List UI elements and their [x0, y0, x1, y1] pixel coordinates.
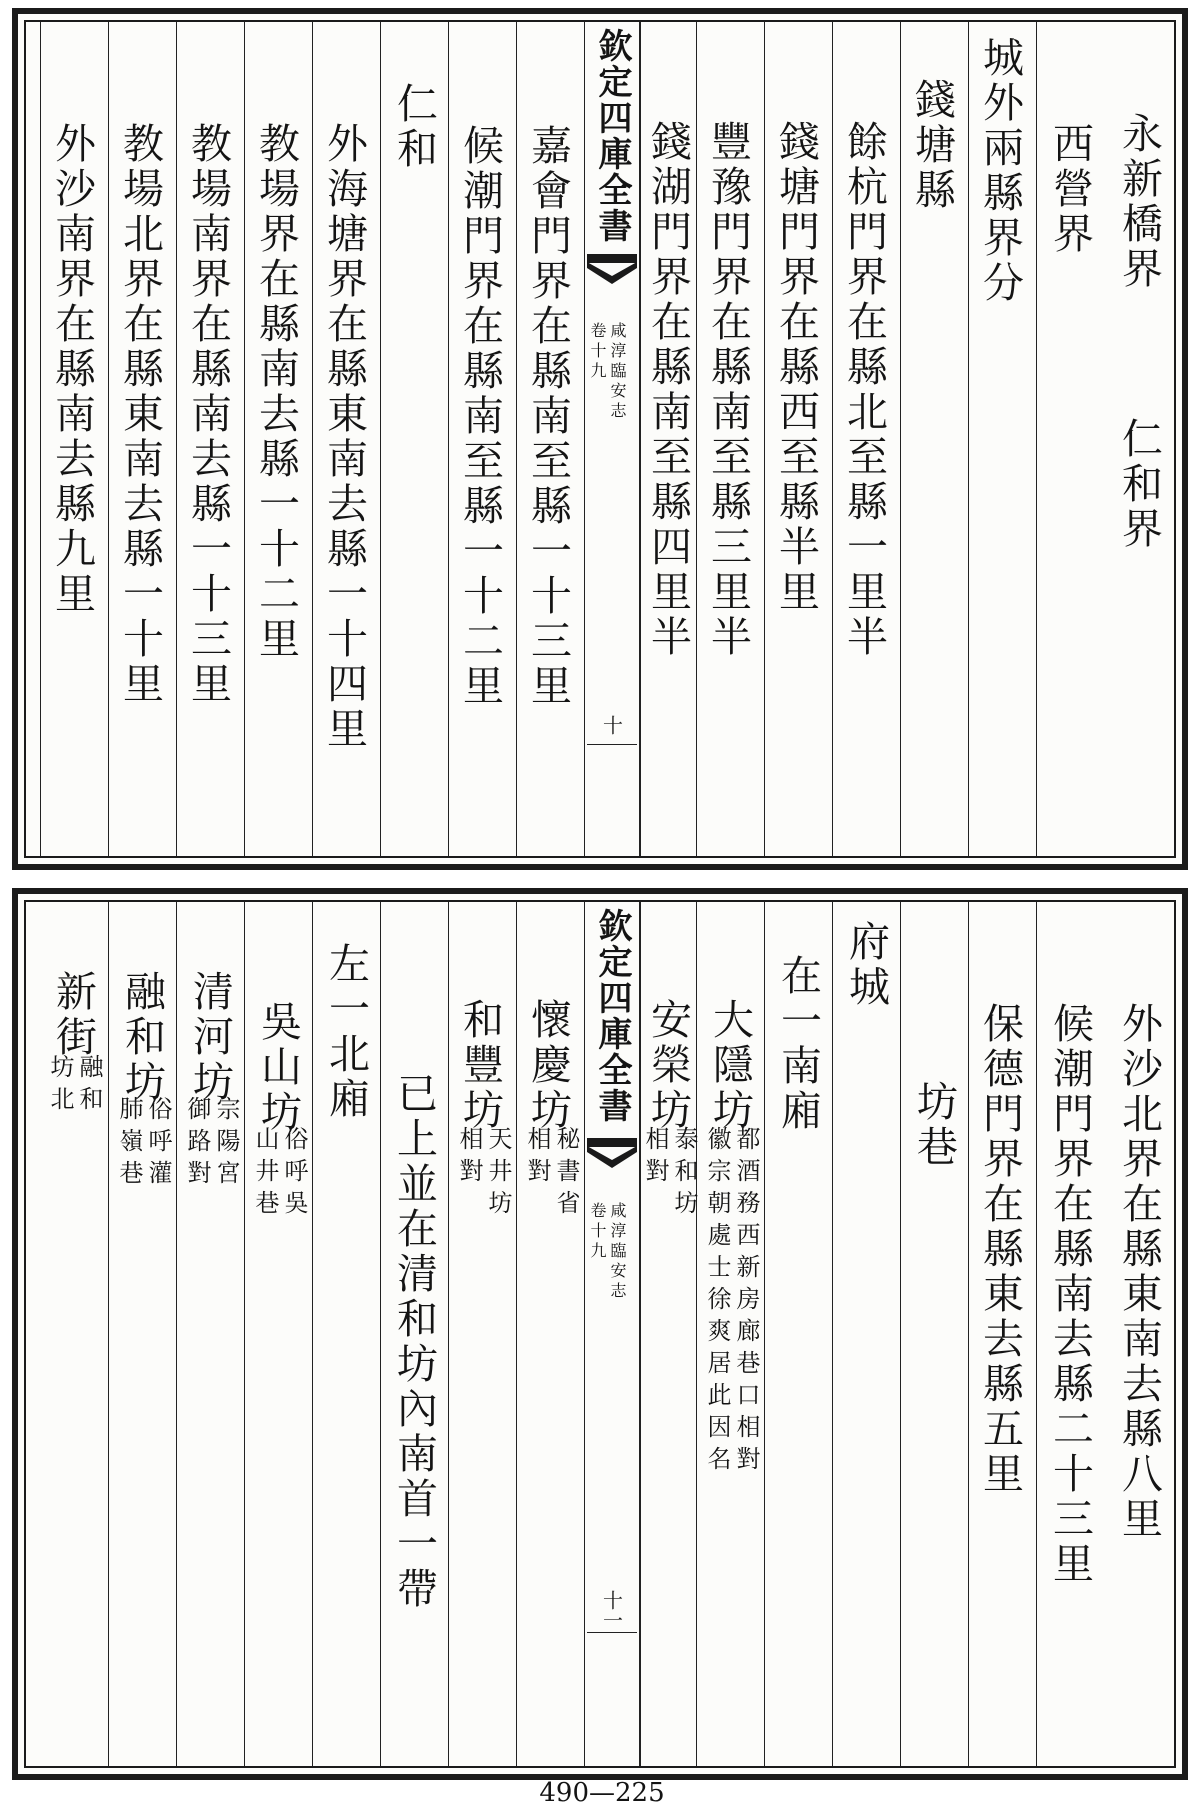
column [380, 902, 448, 1766]
note-line: 融和 [75, 1054, 103, 1118]
column [900, 902, 968, 1766]
note-line: 徽宗朝處士徐爽居此因名 [703, 1126, 731, 1478]
column [40, 22, 108, 856]
column-text: 已上並在清和坊內南首一帶 [390, 1072, 438, 1612]
book-title: 欽定四庫全書 [592, 908, 632, 1124]
column [176, 902, 244, 1766]
column [244, 22, 312, 856]
column [696, 902, 764, 1766]
column-text: 大隱坊 [706, 998, 754, 1133]
note-line: 天井坊 [484, 1126, 512, 1222]
column-text: 清河坊 [186, 970, 234, 1105]
column-text: 外沙南界在縣南去縣九里 [48, 122, 96, 617]
annotation-note [525, 1126, 578, 1222]
annotation-note [253, 1126, 306, 1222]
column-text: 教場北界在縣東南去縣一十里 [116, 122, 164, 707]
note-line: 泰和坊 [670, 1126, 698, 1222]
column [380, 22, 448, 856]
column-text: 在一南廂 [774, 954, 822, 1134]
book-subtitle: 咸淳臨安志 [608, 322, 627, 422]
leaf-number: 十一 [599, 1590, 624, 1630]
note-line: 秘書省 [552, 1126, 580, 1222]
page-number: 490—225 [539, 1778, 665, 1808]
note-line: 俗呼吳 [280, 1126, 308, 1222]
annotation-note [643, 1126, 696, 1222]
column [176, 22, 244, 856]
column [312, 902, 380, 1766]
column [448, 902, 516, 1766]
column [448, 22, 516, 856]
juan-number: 卷十九 [588, 1202, 607, 1262]
column-text: 仁和界 [1115, 417, 1163, 552]
note-line: 坊北 [46, 1054, 74, 1118]
column-text: 吳山坊 [254, 1000, 302, 1135]
note-line: 相對 [455, 1126, 483, 1190]
column-text: 豐豫門界在縣南至縣三里半 [704, 120, 752, 660]
column [832, 902, 900, 1766]
annotation-note [457, 1126, 510, 1222]
center-fold [584, 22, 640, 856]
column-text: 錢塘縣 [908, 78, 956, 213]
note-line: 山井巷 [251, 1126, 279, 1222]
juan-number: 卷十九 [588, 322, 607, 382]
annotation-note [117, 1096, 170, 1192]
column-text: 懷慶坊 [524, 998, 572, 1133]
column-text: 安榮坊 [644, 998, 692, 1133]
column [312, 22, 380, 856]
column [968, 902, 1036, 1766]
annotation-note [48, 1054, 101, 1118]
column [1036, 902, 1104, 1766]
column-text: 錢塘門界在縣西至縣半里 [772, 120, 820, 615]
fish-tail-mark [587, 1138, 637, 1168]
column-text: 府城 [842, 920, 890, 1010]
column [832, 22, 900, 856]
column-text: 融和坊 [118, 970, 166, 1105]
column-text: 城外兩縣界分 [976, 36, 1024, 306]
note-line: 都酒務西新房廊巷口相對 [732, 1126, 760, 1478]
top-page-frame [24, 20, 1176, 858]
column [764, 22, 832, 856]
column-text: 候潮門界在縣南至縣一十二里 [456, 124, 504, 709]
note-line: 宗陽宮 [212, 1096, 240, 1192]
column [108, 902, 176, 1766]
center-fold [584, 902, 640, 1766]
note-line: 相對 [523, 1126, 551, 1190]
column-text: 外海塘界在縣東南去縣一十四里 [320, 122, 368, 752]
book-title: 欽定四庫全書 [592, 28, 632, 244]
column-text: 西營界 [1046, 122, 1094, 257]
column-text: 永新橋界 [1115, 112, 1163, 292]
column [40, 902, 108, 1766]
annotation-note [705, 1126, 758, 1478]
column [1104, 902, 1174, 1766]
column [1104, 22, 1174, 856]
annotation-note [185, 1096, 238, 1192]
column [968, 22, 1036, 856]
column-text: 仁和 [390, 82, 438, 172]
column [108, 22, 176, 856]
column-text: 候潮門界在縣南去縣二十三里 [1046, 1002, 1094, 1587]
column-text: 保德門界在縣東去縣五里 [976, 1002, 1024, 1497]
column-text: 餘杭門界在縣北至縣一里半 [840, 120, 888, 660]
leaf-number: 十 [599, 715, 624, 735]
column [1036, 22, 1104, 856]
column-text: 新街 [49, 970, 97, 1060]
note-line: 俗呼灌 [144, 1096, 172, 1192]
column-text: 左一北廂 [322, 942, 370, 1122]
column-text: 坊巷 [910, 1080, 958, 1170]
note-line: 相對 [641, 1126, 669, 1190]
column-text: 外沙北界在縣東南去縣八里 [1115, 1002, 1163, 1542]
column [516, 22, 584, 856]
column-text: 教場界在縣南去縣一十二里 [252, 122, 300, 662]
column [696, 22, 764, 856]
column [244, 902, 312, 1766]
column-text: 錢湖門界在縣南至縣四里半 [644, 120, 692, 660]
fish-tail-mark [587, 254, 637, 284]
bottom-page [12, 888, 1188, 1780]
note-line: 肺嶺巷 [115, 1096, 143, 1192]
column-text: 嘉會門界在縣南至縣一十三里 [524, 124, 572, 709]
column-text: 和豐坊 [456, 998, 504, 1133]
book-subtitle: 咸淳臨安志 [608, 1202, 627, 1302]
column [640, 902, 696, 1766]
bottom-page-frame [24, 900, 1176, 1768]
column [764, 902, 832, 1766]
column [640, 22, 696, 856]
column-text: 教場南界在縣南去縣一十三里 [184, 122, 232, 707]
column [900, 22, 968, 856]
top-page [12, 8, 1188, 870]
column [516, 902, 584, 1766]
note-line: 御路對 [183, 1096, 211, 1192]
